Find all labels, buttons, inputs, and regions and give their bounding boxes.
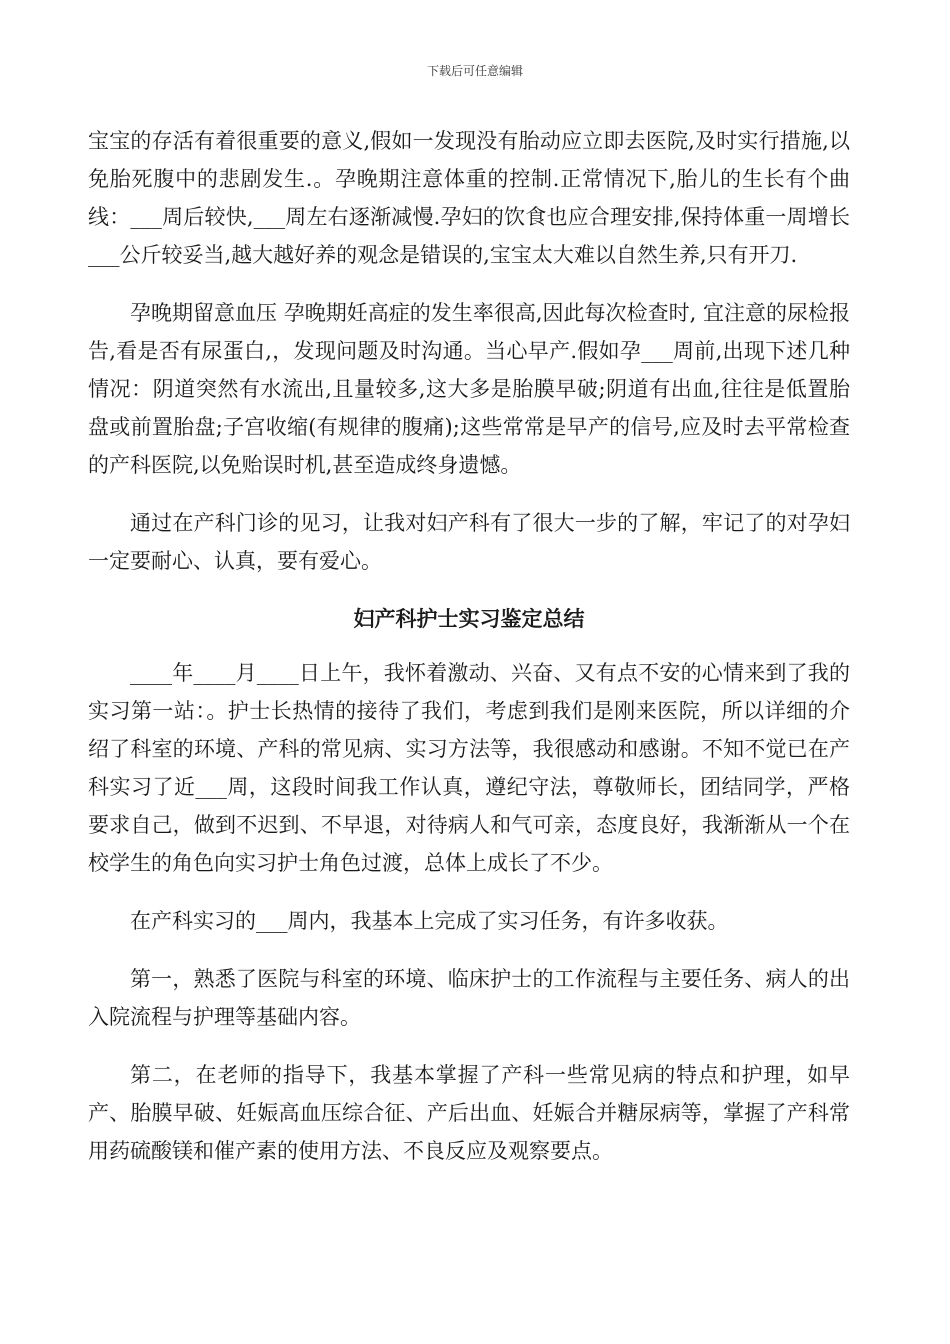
section-title: 妇产科护士实习鉴定总结 — [353, 606, 585, 631]
paragraph-second-point: 第二，在老师的指导下，我基本掌握了产科一些常见病的特点和护理，如早产、胎膜早破、妊娠高血压综合征、产后出血、妊娠合并糖尿病等，掌握了产科常用药硫酸镁和催产素的使用方法、不良反应及观察要点。 — [88, 1063, 850, 1163]
paragraph-clinic-summary: 通过在产科门诊的见习，让我对妇产科有了很大一步的了解，牢记了的对孕妇一定要耐心、认真，要有爱心。 — [88, 511, 850, 573]
page-header: 下载后可任意编辑 — [426, 64, 523, 78]
paragraph-first-point: 第一，熟悉了医院与科室的环境、临床护士的工作流程与主要任务、病人的出入院流程与护理等基础内容。 — [88, 967, 850, 1029]
paragraph-weeks-completed: 在产科实习的___周内，我基本上完成了实习任务，有许多收获。 — [130, 909, 729, 933]
document-body — [88, 122, 850, 1190]
paragraph-first-day: ____年____月____日上午，我怀着激动、兴奋、又有点不安的心情来到了我的实习第一站：。护士长热情的接待了我们，考虑到我们是刚来医院，所以详细的介绍了科室的环境、产科的常见病、实习方法等，我很感动和感谢。不知不觉已在产科实习了近___周，这段时间我工作认真，遵纪守法，尊敬师长，团结同学，严格要求自己，做到不迟到、不早退，对待病人和气可亲，态度良好，我渐渐从一个在校学生的角色向实习护士角色过渡，总体上成长了不少。 — [88, 661, 850, 875]
paragraph-fetal-movement: 宝宝的存活有着很重要的意义,假如一发现没有胎动应立即去医院,及时实行措施,以免胎死腹中的悲剧发生.。孕晚期注意体重的控制.正常情况下,胎儿的生长有个曲线：___周后较快,___周左右逐渐减慢.孕妇的饮食也应合理安排,保持体重一周增长___公斤较妥当,越大越好养的观念是错误的,宝宝太大难以自然生养,只有开刀. — [88, 129, 850, 267]
paragraph-blood-pressure: 孕晚期留意血压 孕晚期妊高症的发生率很高,因此每次检查时, 宜注意的尿检报告,看是否有尿蛋白,，发现问题及时沟通。当心早产.假如孕___周前,出现下述几种情况：阴道突然有水流出,且量较多,这大多是胎膜早破;阴道有出血,往往是低置胎盘或前置胎盘;子宫收缩(有规律的腹痛);这些常常是早产的信号,应及时去平常检查的产科医院,以免贻误时机,甚至造成终身遗憾。 — [88, 301, 850, 477]
